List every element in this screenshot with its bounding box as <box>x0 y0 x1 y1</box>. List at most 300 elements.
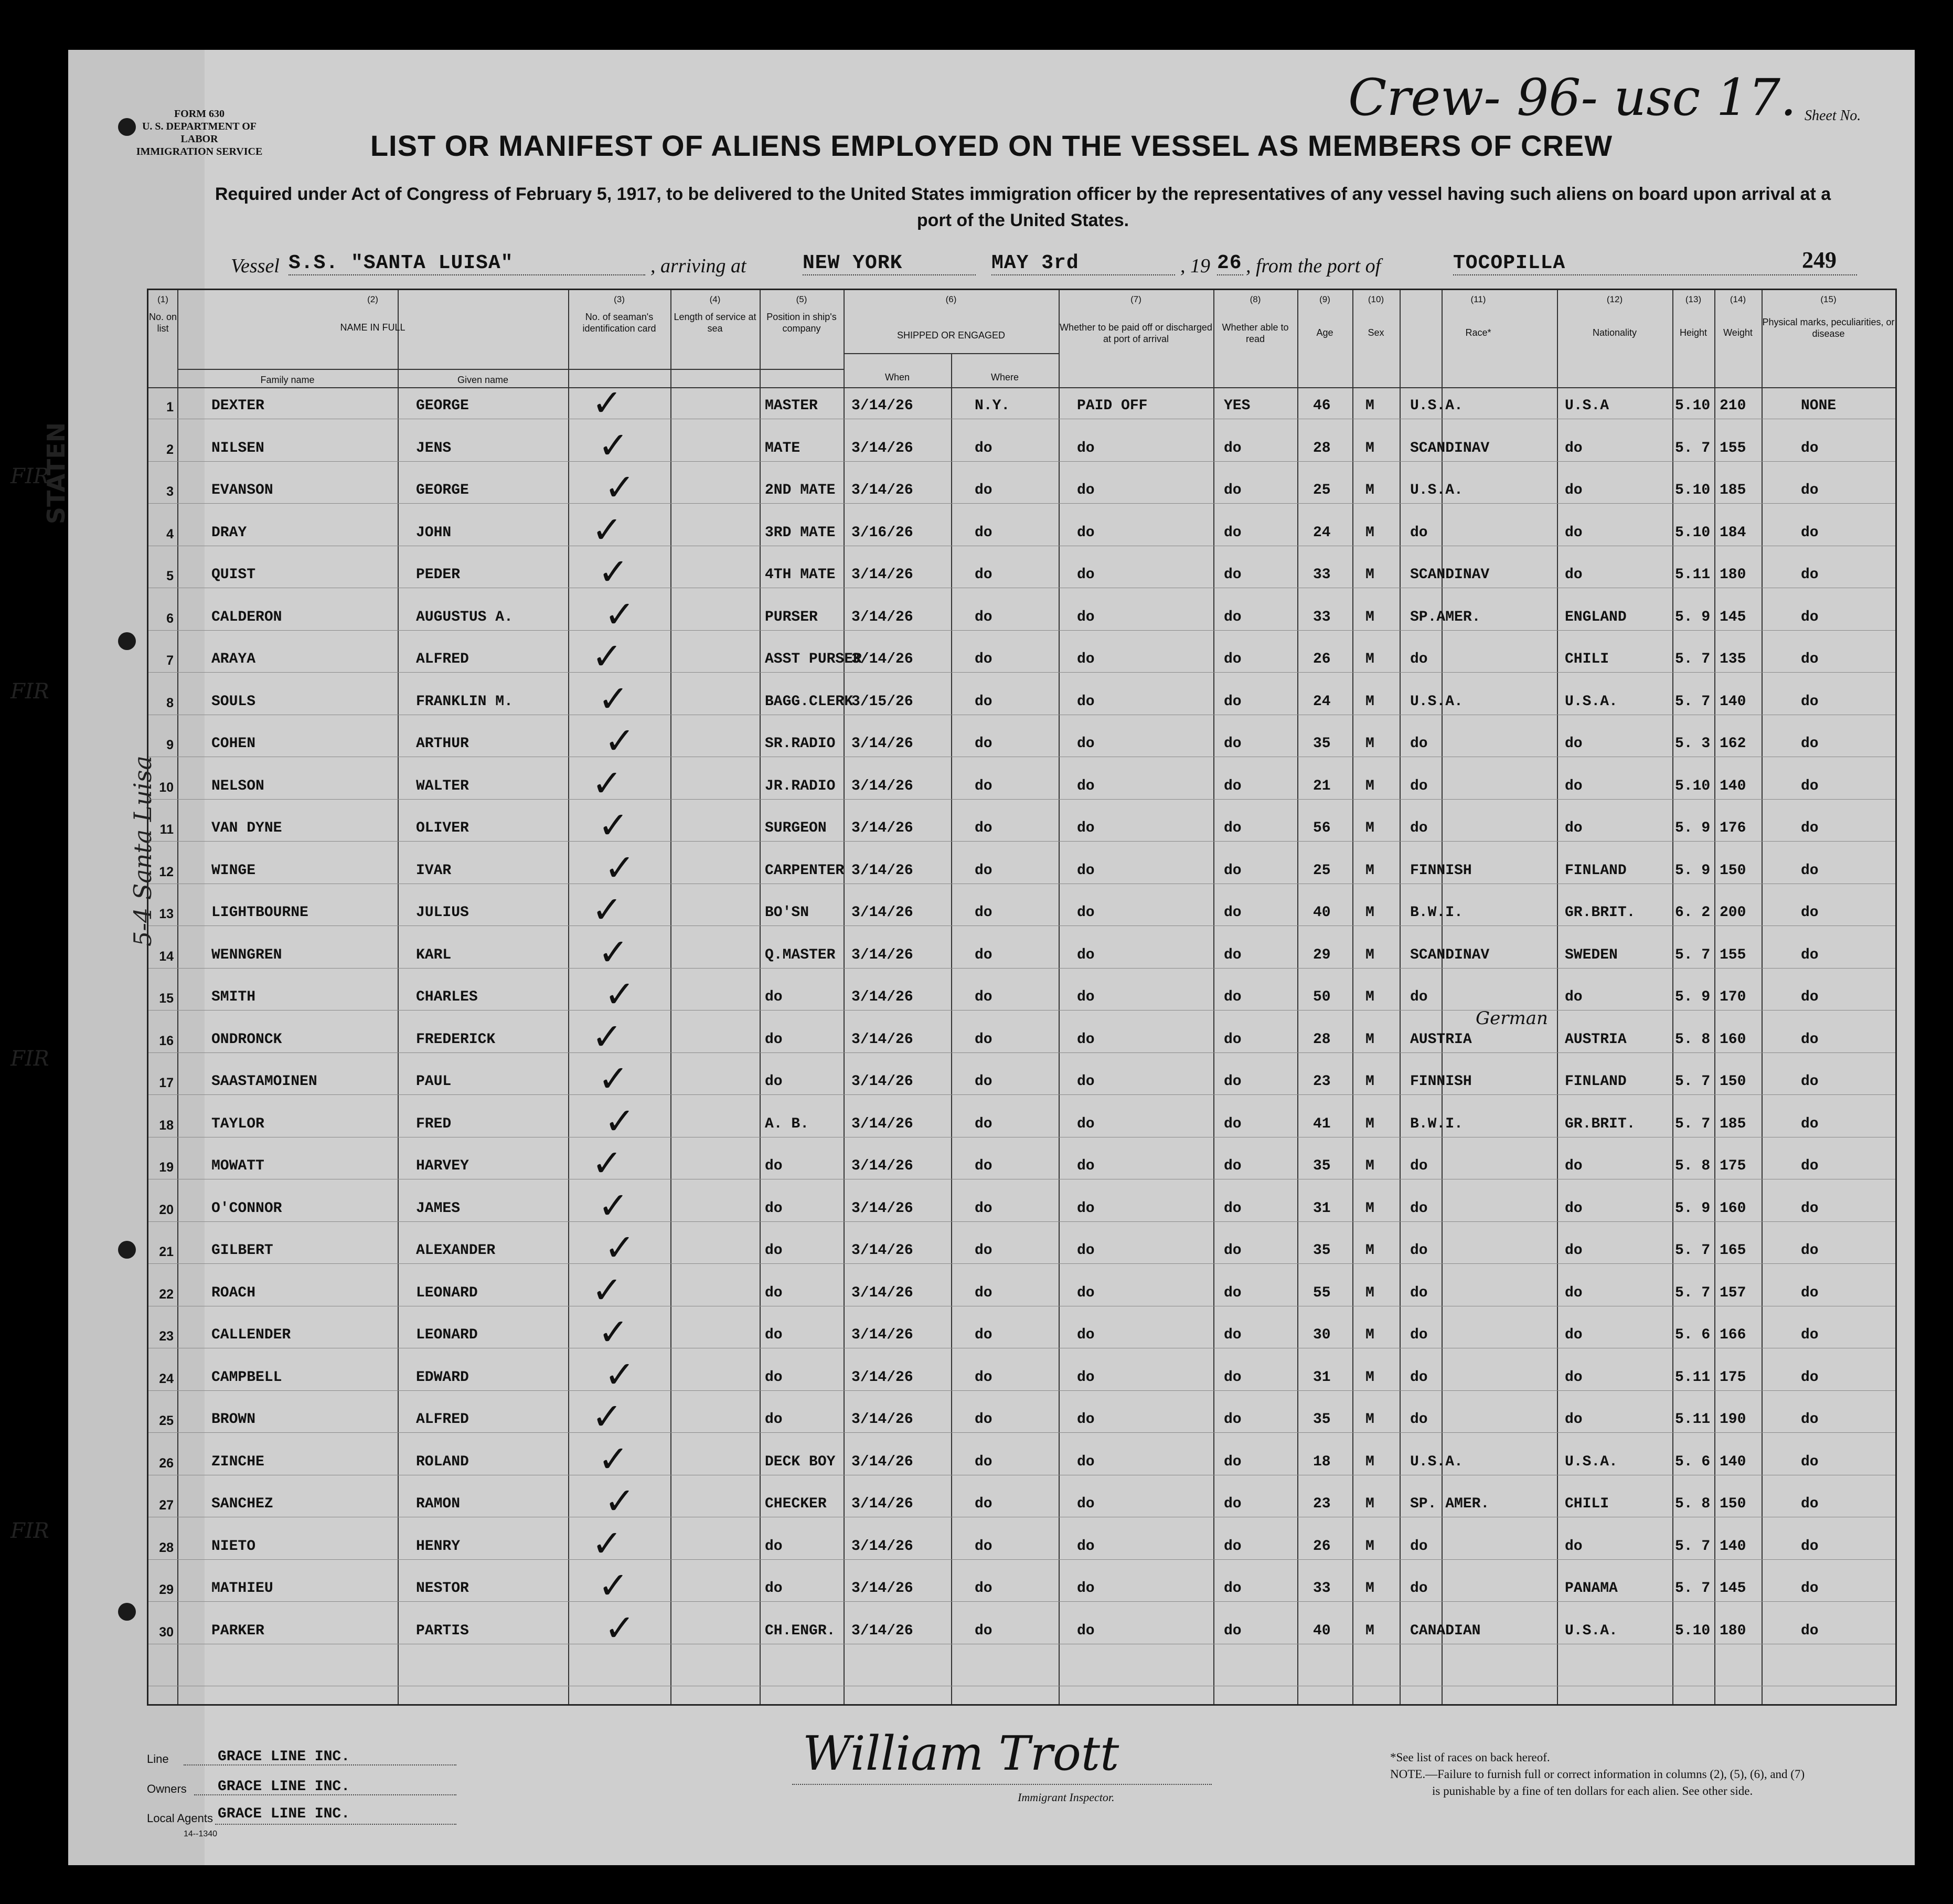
shipped-where: do <box>975 1580 992 1597</box>
header-rule <box>844 353 1059 354</box>
height: 5.11 <box>1675 567 1711 583</box>
height: 5. 7 <box>1675 1284 1711 1301</box>
nationality: do <box>1565 736 1583 752</box>
race: do <box>1410 1284 1428 1301</box>
weight: 185 <box>1720 1115 1746 1132</box>
height: 5. 7 <box>1675 1242 1711 1259</box>
column-number: (10) <box>1368 294 1384 304</box>
given-name: FRANKLIN M. <box>416 693 513 710</box>
given-name: JULIUS <box>416 905 469 921</box>
weight: 184 <box>1720 524 1746 541</box>
sex: M <box>1365 1200 1374 1217</box>
paid-off: do <box>1077 862 1095 879</box>
sex: M <box>1365 1538 1374 1555</box>
shipped-where: do <box>975 1031 992 1048</box>
height: 5. 9 <box>1675 862 1711 879</box>
able-to-read: do <box>1224 1411 1242 1428</box>
fir-mark: FIR <box>10 1047 49 1071</box>
weight: 190 <box>1720 1411 1746 1428</box>
race: B.W.I. <box>1410 905 1463 921</box>
shipped-where: do <box>975 567 992 583</box>
physical-marks: do <box>1801 778 1819 794</box>
able-to-read: do <box>1224 1453 1242 1470</box>
service-name: IMMIGRATION SERVICE <box>136 146 263 157</box>
height: 5. 9 <box>1675 989 1711 1005</box>
able-to-read: do <box>1224 651 1242 667</box>
weight: 200 <box>1720 905 1746 921</box>
family-name: SOULS <box>211 693 256 710</box>
column-number: (8) <box>1250 294 1261 304</box>
age: 35 <box>1313 1158 1331 1174</box>
sex: M <box>1365 693 1374 710</box>
family-name: BROWN <box>211 1411 256 1428</box>
race: do <box>1410 1242 1428 1259</box>
family-name: QUIST <box>211 567 256 583</box>
shipped-when: 3/14/26 <box>851 778 913 794</box>
paid-off: do <box>1077 651 1095 667</box>
col-header-no: No. on list <box>148 312 177 334</box>
physical-marks: do <box>1801 1200 1819 1217</box>
position: do <box>765 1580 783 1597</box>
weight: 170 <box>1720 989 1746 1005</box>
position: CARPENTER <box>765 862 845 879</box>
position: do <box>765 1031 783 1048</box>
shipped-when: 3/14/26 <box>851 905 913 921</box>
nationality: do <box>1565 820 1583 836</box>
given-name: LEONARD <box>416 1284 478 1301</box>
check-mark-icon: ✓ <box>598 804 629 847</box>
paid-off: do <box>1077 1411 1095 1428</box>
able-to-read: do <box>1224 1327 1242 1343</box>
sex: M <box>1365 1242 1374 1259</box>
col-header-position: Position in ship's company <box>766 312 837 334</box>
position: do <box>765 989 783 1005</box>
height: 5. 6 <box>1675 1327 1711 1343</box>
race: do <box>1410 736 1428 752</box>
col-header-age: Age <box>1316 327 1333 338</box>
shipped-when: 3/14/26 <box>851 1622 913 1639</box>
column-number: (3) <box>614 294 625 304</box>
sex: M <box>1365 1158 1374 1174</box>
sex: M <box>1365 1073 1374 1090</box>
age: 31 <box>1313 1200 1331 1217</box>
shipped-where: do <box>975 1073 992 1090</box>
nationality: do <box>1565 778 1583 794</box>
weight: 160 <box>1720 1200 1746 1217</box>
paid-off: do <box>1077 440 1095 456</box>
weight: 140 <box>1720 693 1746 710</box>
paid-off: do <box>1077 693 1095 710</box>
col-header-marks: Physical marks, peculiarities, or disease <box>1762 317 1895 339</box>
fir-mark: FIR <box>10 464 49 488</box>
age: 33 <box>1313 609 1331 625</box>
column-divider <box>951 353 952 1704</box>
paid-off: do <box>1077 736 1095 752</box>
paid-off: do <box>1077 946 1095 963</box>
agents-underline <box>215 1824 456 1825</box>
punch-hole <box>118 632 136 650</box>
line-value: GRACE LINE INC. <box>218 1749 350 1765</box>
race: do <box>1410 1411 1428 1428</box>
shipped-when: 3/14/26 <box>851 1031 913 1048</box>
position: CH.ENGR. <box>765 1622 836 1639</box>
sex: M <box>1365 989 1374 1005</box>
column-divider <box>760 290 761 1704</box>
form-code: 14--1340 <box>184 1829 218 1838</box>
shipped-where: do <box>975 1284 992 1301</box>
col-header-family: Family name <box>260 375 315 385</box>
paid-off: PAID OFF <box>1077 398 1148 414</box>
race: SP. AMER. <box>1410 1496 1490 1512</box>
height: 5. 6 <box>1675 1453 1711 1470</box>
sex: M <box>1365 1496 1374 1512</box>
able-to-read: do <box>1224 567 1242 583</box>
weight: 166 <box>1720 1327 1746 1343</box>
age: 24 <box>1313 524 1331 541</box>
row-number: 19 <box>159 1160 174 1175</box>
given-name: OLIVER <box>416 820 469 836</box>
height: 5.11 <box>1675 1411 1711 1428</box>
family-name: LIGHTBOURNE <box>211 905 308 921</box>
nationality: do <box>1565 1411 1583 1428</box>
penalty-note-line2: is punishable by a fine of ten dollars for each alien. See other side. <box>1432 1784 1753 1797</box>
check-mark-icon: ✓ <box>592 381 623 424</box>
position: CHECKER <box>765 1496 827 1512</box>
paid-off: do <box>1077 905 1095 921</box>
column-divider <box>1400 290 1401 1704</box>
race: SCANDINAV <box>1410 440 1490 456</box>
nationality: do <box>1565 1538 1583 1555</box>
physical-marks: do <box>1801 1158 1819 1174</box>
row-number: 7 <box>166 653 174 668</box>
position: 4TH MATE <box>765 567 836 583</box>
family-name: PARKER <box>211 1622 264 1639</box>
year-label: , 19 <box>1180 255 1210 277</box>
height: 5. 9 <box>1675 609 1711 625</box>
sex: M <box>1365 1369 1374 1386</box>
weight: 175 <box>1720 1158 1746 1174</box>
nationality: do <box>1565 1158 1583 1174</box>
physical-marks: do <box>1801 1622 1819 1639</box>
check-mark-icon: ✓ <box>598 550 629 593</box>
row-number: 29 <box>159 1582 174 1597</box>
family-name: O'CONNOR <box>211 1200 282 1217</box>
nationality: do <box>1565 567 1583 583</box>
shipped-where: do <box>975 1327 992 1343</box>
family-name: SMITH <box>211 989 256 1005</box>
physical-marks: do <box>1801 1496 1819 1512</box>
nationality: FINLAND <box>1565 862 1627 879</box>
paid-off: do <box>1077 567 1095 583</box>
sex: M <box>1365 1284 1374 1301</box>
column-divider <box>398 290 399 1704</box>
row-number: 17 <box>159 1076 174 1090</box>
paid-off: do <box>1077 1538 1095 1555</box>
family-name: EVANSON <box>211 482 273 498</box>
height: 5.10 <box>1675 778 1711 794</box>
column-divider <box>844 290 845 1704</box>
paid-off: do <box>1077 1242 1095 1259</box>
physical-marks: do <box>1801 693 1819 710</box>
column-number: (12) <box>1606 294 1623 304</box>
shipped-where: do <box>975 440 992 456</box>
position: PURSER <box>765 609 818 625</box>
age: 25 <box>1313 482 1331 498</box>
check-mark-icon: ✓ <box>598 423 629 467</box>
able-to-read: do <box>1224 693 1242 710</box>
nationality: do <box>1565 524 1583 541</box>
col-header-read: Whether able to read <box>1222 322 1289 344</box>
column-divider <box>1762 290 1763 1704</box>
nationality: do <box>1565 1200 1583 1217</box>
position: MASTER <box>765 398 818 414</box>
sex: M <box>1365 567 1374 583</box>
age: 23 <box>1313 1496 1331 1512</box>
shipped-when: 3/15/26 <box>851 693 913 710</box>
physical-marks: do <box>1801 862 1819 879</box>
check-mark-icon: ✓ <box>598 1057 629 1100</box>
form-number: FORM 630 <box>174 108 225 120</box>
given-name: JOHN <box>416 524 452 541</box>
sex: M <box>1365 1411 1374 1428</box>
age: 26 <box>1313 651 1331 667</box>
shipped-when: 3/14/26 <box>851 482 913 498</box>
position: BAGG.CLERK <box>765 693 853 710</box>
given-name: ROLAND <box>416 1453 469 1470</box>
physical-marks: do <box>1801 1411 1819 1428</box>
check-mark-icon: ✓ <box>604 719 635 762</box>
manifest-sheet <box>10 50 1915 1865</box>
weight: 176 <box>1720 820 1746 836</box>
owners-label: Owners <box>147 1782 187 1795</box>
race: SP.AMER. <box>1410 609 1481 625</box>
weight: 155 <box>1720 440 1746 456</box>
col-header-service: Length of service at sea <box>674 312 756 334</box>
able-to-read: do <box>1224 946 1242 963</box>
row-rule <box>148 1432 1895 1433</box>
able-to-read: do <box>1224 1242 1242 1259</box>
inspector-signature: William Trott <box>803 1726 1119 1781</box>
given-name: WALTER <box>416 778 469 794</box>
height: 5. 7 <box>1675 693 1711 710</box>
sex: M <box>1365 736 1374 752</box>
given-name: JENS <box>416 440 452 456</box>
race: U.S.A. <box>1410 693 1463 710</box>
column-divider <box>1297 290 1298 1704</box>
race: do <box>1410 820 1428 836</box>
check-mark-icon: ✓ <box>604 466 635 509</box>
row-rule <box>148 1559 1895 1560</box>
column-number: (7) <box>1130 294 1141 304</box>
column-divider <box>670 290 671 1704</box>
able-to-read: do <box>1224 989 1242 1005</box>
height: 5. 8 <box>1675 1031 1711 1048</box>
height: 5.10 <box>1675 524 1711 541</box>
physical-marks: do <box>1801 524 1819 541</box>
able-to-read: do <box>1224 1284 1242 1301</box>
shipped-when: 3/14/26 <box>851 1496 913 1512</box>
physical-marks: do <box>1801 820 1819 836</box>
sex: M <box>1365 482 1374 498</box>
paid-off: do <box>1077 989 1095 1005</box>
weight: 162 <box>1720 736 1746 752</box>
race: do <box>1410 1538 1428 1555</box>
shipped-when: 3/14/26 <box>851 1158 913 1174</box>
sex: M <box>1365 524 1374 541</box>
height: 5. 7 <box>1675 440 1711 456</box>
height: 5. 8 <box>1675 1496 1711 1512</box>
shipped-where: do <box>975 1242 992 1259</box>
arriving-label: , arriving at <box>650 255 746 277</box>
able-to-read: do <box>1224 482 1242 498</box>
row-number: 12 <box>159 864 174 879</box>
col-header-weight: Weight <box>1723 327 1753 338</box>
position: 3RD MATE <box>765 524 836 541</box>
age: 28 <box>1313 1031 1331 1048</box>
shipped-when: 3/14/26 <box>851 609 913 625</box>
check-mark-icon: ✓ <box>598 1311 629 1354</box>
check-mark-icon: ✓ <box>604 1606 635 1650</box>
weight: 150 <box>1720 1496 1746 1512</box>
height: 5. 7 <box>1675 1538 1711 1555</box>
shipped-when: 3/14/26 <box>851 946 913 963</box>
given-name: PEDER <box>416 567 461 583</box>
nationality: U.S.A. <box>1565 1453 1618 1470</box>
punch-hole <box>118 1603 136 1621</box>
age: 50 <box>1313 989 1331 1005</box>
row-rule <box>148 1601 1895 1602</box>
col-header-name: NAME IN FULL <box>340 322 405 333</box>
page-number: 249 <box>1802 247 1837 273</box>
physical-marks: do <box>1801 440 1819 456</box>
row-number: 5 <box>166 569 174 583</box>
weight: 140 <box>1720 1453 1746 1470</box>
shipped-where: do <box>975 905 992 921</box>
height: 5. 8 <box>1675 1158 1711 1174</box>
nationality: AUSTRIA <box>1565 1031 1627 1048</box>
check-mark-icon: ✓ <box>598 1184 629 1227</box>
race: B.W.I. <box>1410 1115 1463 1132</box>
weight: 145 <box>1720 609 1746 625</box>
row-number: 14 <box>159 949 174 964</box>
vertical-handwritten-note: 5-4 Santa Luisa <box>128 756 157 946</box>
column-divider <box>1059 290 1060 1704</box>
race: do <box>1410 1369 1428 1386</box>
height: 5. 3 <box>1675 736 1711 752</box>
paid-off: do <box>1077 1369 1095 1386</box>
row-number: 18 <box>159 1118 174 1133</box>
sex: M <box>1365 1327 1374 1343</box>
position: A. B. <box>765 1115 809 1132</box>
family-name: SANCHEZ <box>211 1496 273 1512</box>
nationality: SWEDEN <box>1565 946 1618 963</box>
physical-marks: do <box>1801 1369 1819 1386</box>
sex: M <box>1365 1115 1374 1132</box>
able-to-read: do <box>1224 1369 1242 1386</box>
given-name: ALFRED <box>416 651 469 667</box>
shipped-where: do <box>975 989 992 1005</box>
sex: M <box>1365 1453 1374 1470</box>
check-mark-icon: ✓ <box>604 1226 635 1269</box>
shipped-where: do <box>975 778 992 794</box>
nationality: do <box>1565 1242 1583 1259</box>
physical-marks: do <box>1801 609 1819 625</box>
row-number: 27 <box>159 1498 174 1513</box>
paid-off: do <box>1077 1200 1095 1217</box>
race: AUSTRIA <box>1410 1031 1472 1048</box>
race: do <box>1410 1580 1428 1597</box>
position: ASST PURSER <box>765 651 862 667</box>
weight: 160 <box>1720 1031 1746 1048</box>
col-header-id-card: No. of seaman's identification card <box>582 312 656 334</box>
age: 33 <box>1313 567 1331 583</box>
shipped-where: do <box>975 1411 992 1428</box>
nationality: ENGLAND <box>1565 609 1627 625</box>
column-divider <box>1714 290 1715 1704</box>
nationality: PANAMA <box>1565 1580 1618 1597</box>
given-name: HARVEY <box>416 1158 469 1174</box>
age: 24 <box>1313 693 1331 710</box>
physical-marks: do <box>1801 905 1819 921</box>
age: 30 <box>1313 1327 1331 1343</box>
position: do <box>765 1327 783 1343</box>
height: 5. 7 <box>1675 651 1711 667</box>
paid-off: do <box>1077 1580 1095 1597</box>
shipped-where: N.Y. <box>975 398 1010 414</box>
subtitle-line: port of the United States. <box>916 210 1129 230</box>
check-mark-icon: ✓ <box>592 1395 623 1438</box>
position: JR.RADIO <box>765 778 836 794</box>
given-name: AUGUSTUS A. <box>416 609 513 625</box>
height: 6. 2 <box>1675 905 1711 921</box>
height: 5. 9 <box>1675 1200 1711 1217</box>
age: 40 <box>1313 905 1331 921</box>
row-number: 11 <box>159 822 174 837</box>
row-number: 25 <box>159 1413 174 1428</box>
physical-marks: do <box>1801 1242 1819 1259</box>
column-number: (9) <box>1319 294 1330 304</box>
shipped-where: do <box>975 946 992 963</box>
row-number: 6 <box>166 611 174 626</box>
check-mark-icon: ✓ <box>604 1099 635 1143</box>
column-divider <box>177 290 178 1704</box>
page-title: LIST OR MANIFEST OF ALIENS EMPLOYED ON THE VESSEL AS MEMBERS OF CREW <box>370 129 1613 162</box>
inspector-label: Immigrant Inspector. <box>1018 1791 1115 1804</box>
paid-off: do <box>1077 1031 1095 1048</box>
able-to-read: do <box>1224 524 1242 541</box>
physical-marks: do <box>1801 1284 1819 1301</box>
height: 5.11 <box>1675 1369 1711 1386</box>
row-rule <box>148 630 1895 631</box>
family-name: ARAYA <box>211 651 256 667</box>
age: 18 <box>1313 1453 1331 1470</box>
col-header-paid-off: Whether to be paid off or discharged at port of arrival <box>1060 322 1212 344</box>
physical-marks: do <box>1801 1031 1819 1048</box>
nationality: U.S.A. <box>1565 693 1618 710</box>
race: U.S.A. <box>1410 1453 1463 1470</box>
height: 5.10 <box>1675 482 1711 498</box>
given-name: ALFRED <box>416 1411 469 1428</box>
able-to-read: do <box>1224 1115 1242 1132</box>
sex: M <box>1365 862 1374 879</box>
paid-off: do <box>1077 778 1095 794</box>
given-name: ALEXANDER <box>416 1242 496 1259</box>
able-to-read: do <box>1224 1580 1242 1597</box>
shipped-where: do <box>975 1369 992 1386</box>
check-mark-icon: ✓ <box>604 973 635 1016</box>
shipped-when: 3/14/26 <box>851 398 913 414</box>
handwritten-race-correction: German <box>1476 1007 1548 1029</box>
